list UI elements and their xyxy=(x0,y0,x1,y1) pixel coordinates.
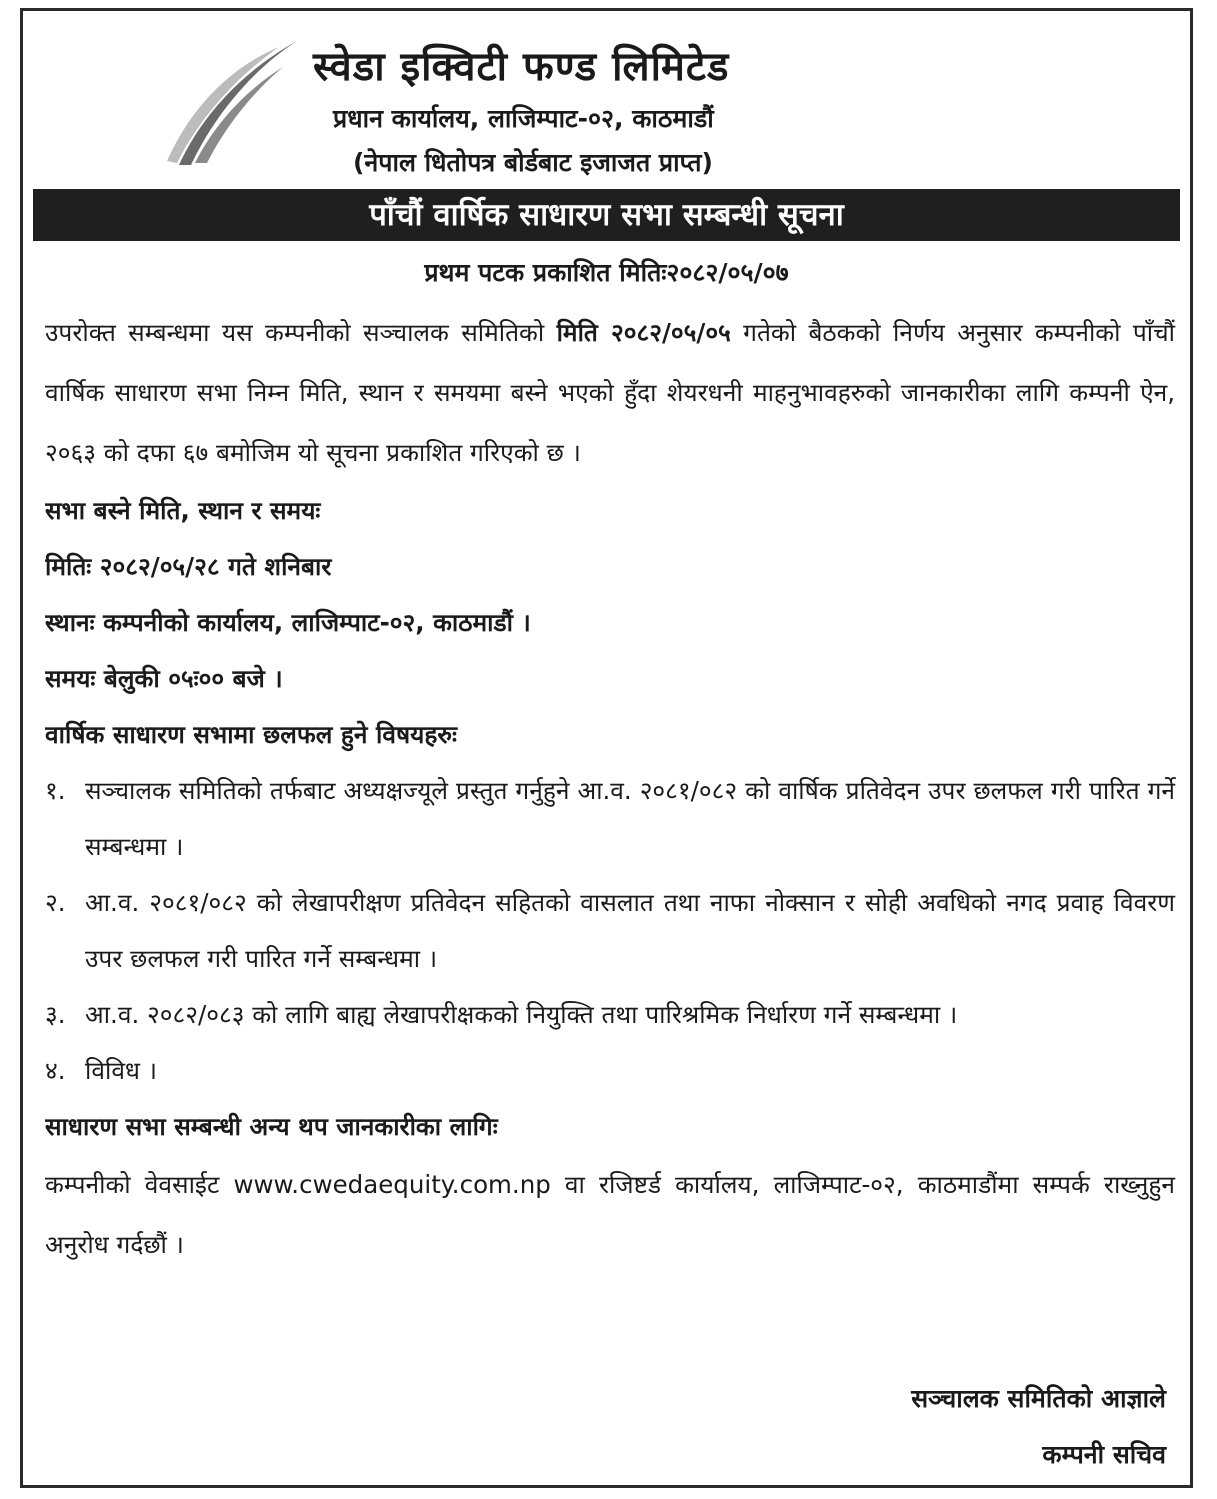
intro-paragraph xyxy=(45,303,1175,483)
more-info-heading: साधारण सभा सम्बन्धी अन्य थप जानकारीका लागिः xyxy=(45,1112,498,1141)
head-office-address: प्रधान कार्यालय, लाजिम्पाट-०२, काठमाडौं xyxy=(333,104,714,133)
agenda-item xyxy=(45,987,1175,1043)
notice-inner xyxy=(33,11,1180,1485)
published-date: प्रथम पटक प्रकाशित मितिः२०८२/०५/०७ xyxy=(424,258,789,287)
agenda-item xyxy=(45,1043,1175,1099)
agenda-item-text: विविध । xyxy=(85,1056,158,1085)
intro-text-part1: उपरोक्त सम्बन्धमा यस कम्पनीको सञ्चालक समितिको xyxy=(45,318,557,347)
board-meeting-date: मिति २०८२/०५/०५ xyxy=(556,318,731,347)
agenda-item-number: ४. xyxy=(45,1056,66,1085)
notice-frame xyxy=(20,8,1193,1488)
agenda-item-text: सञ्चालक समितिको तर्फबाट अध्यक्षज्यूले प्रस्तुत गर्नुहुने आ.व. २०८१/०८२ को वार्षिक प्रतिवेदन उपर छलफल गरी पारित गर्ने सम्बन्धमा । xyxy=(85,776,1175,861)
agenda-item-number: ३. xyxy=(45,1000,66,1029)
agenda-item-number: २. xyxy=(45,888,66,917)
notice-header xyxy=(33,11,1180,187)
intro-text-part2: गतेको बैठकको निर्णय अनुसार कम्पनीको पाँचौं वार्षिक साधारण सभा निम्न मिति, स्थान र समयमा बस्ने भएको हुँदा शेयरधनी माहनुभावहरुको जानकारीका लागि कम्पनी ऐन, २०६३ को दफा ६७ बमोजिम यो सूचना प्रकाशित गरिएको छ । xyxy=(45,318,1175,467)
meeting-heading: सभा बस्ने मिति, स्थान र समयः xyxy=(45,496,321,525)
meeting-time: समयः बेलुकी ०५ः०० बजे । xyxy=(45,664,283,693)
company-name: स्वेडा इक्विटी फण्ड लिमिटेड xyxy=(313,44,730,90)
signature-block xyxy=(911,1371,1166,1483)
license-note: (नेपाल धितोपत्र बोर्डबाट इजाजत प्राप्त) xyxy=(353,148,713,177)
meeting-venue: स्थानः कम्पनीको कार्यालय, लाजिम्पाट-०२, काठमाडौं । xyxy=(45,608,531,637)
signature-authority: सञ्चालक समितिको आज्ञाले xyxy=(911,1384,1166,1413)
agenda-item xyxy=(45,875,1175,987)
notice-body xyxy=(45,303,1175,1275)
more-info-text: कम्पनीको वेवसाईट www.cwedaequity.com.np वा रजिष्टर्ड कार्यालय, लाजिम्पाट-०२, काठमाडौंमा सम्पर्क राख्नुहुन अनुरोध गर्दछौं । xyxy=(45,1170,1175,1259)
notice-title: पाँचौं वार्षिक साधारण सभा सम्बन्धी सूचना xyxy=(33,189,1180,241)
agenda-item xyxy=(45,763,1175,875)
agenda-item-text: आ.व. २०८२/०८३ को लागि बाह्य लेखापरीक्षकको नियुक्ति तथा पारिश्रमिक निर्धारण गर्ने सम्बन्धमा । xyxy=(85,1000,958,1029)
agenda-item-text: आ.व. २०८१/०८२ को लेखापरीक्षण प्रतिवेदन सहितको वासलात तथा नाफा नोक्सान र सोही अवधिको नगद प्रवाह विवरण उपर छलफल गरी पारित गर्ने सम्बन्धमा । xyxy=(85,888,1175,973)
agenda-heading: वार्षिक साधारण सभामा छलफल हुने विषयहरुः xyxy=(45,720,457,749)
company-logo-icon xyxy=(161,37,301,167)
meeting-date: मितिः २०८२/०५/२८ गते शनिबार xyxy=(45,552,332,581)
agenda-item-number: १. xyxy=(45,776,66,805)
signature-title: कम्पनी सचिव xyxy=(1042,1440,1166,1469)
